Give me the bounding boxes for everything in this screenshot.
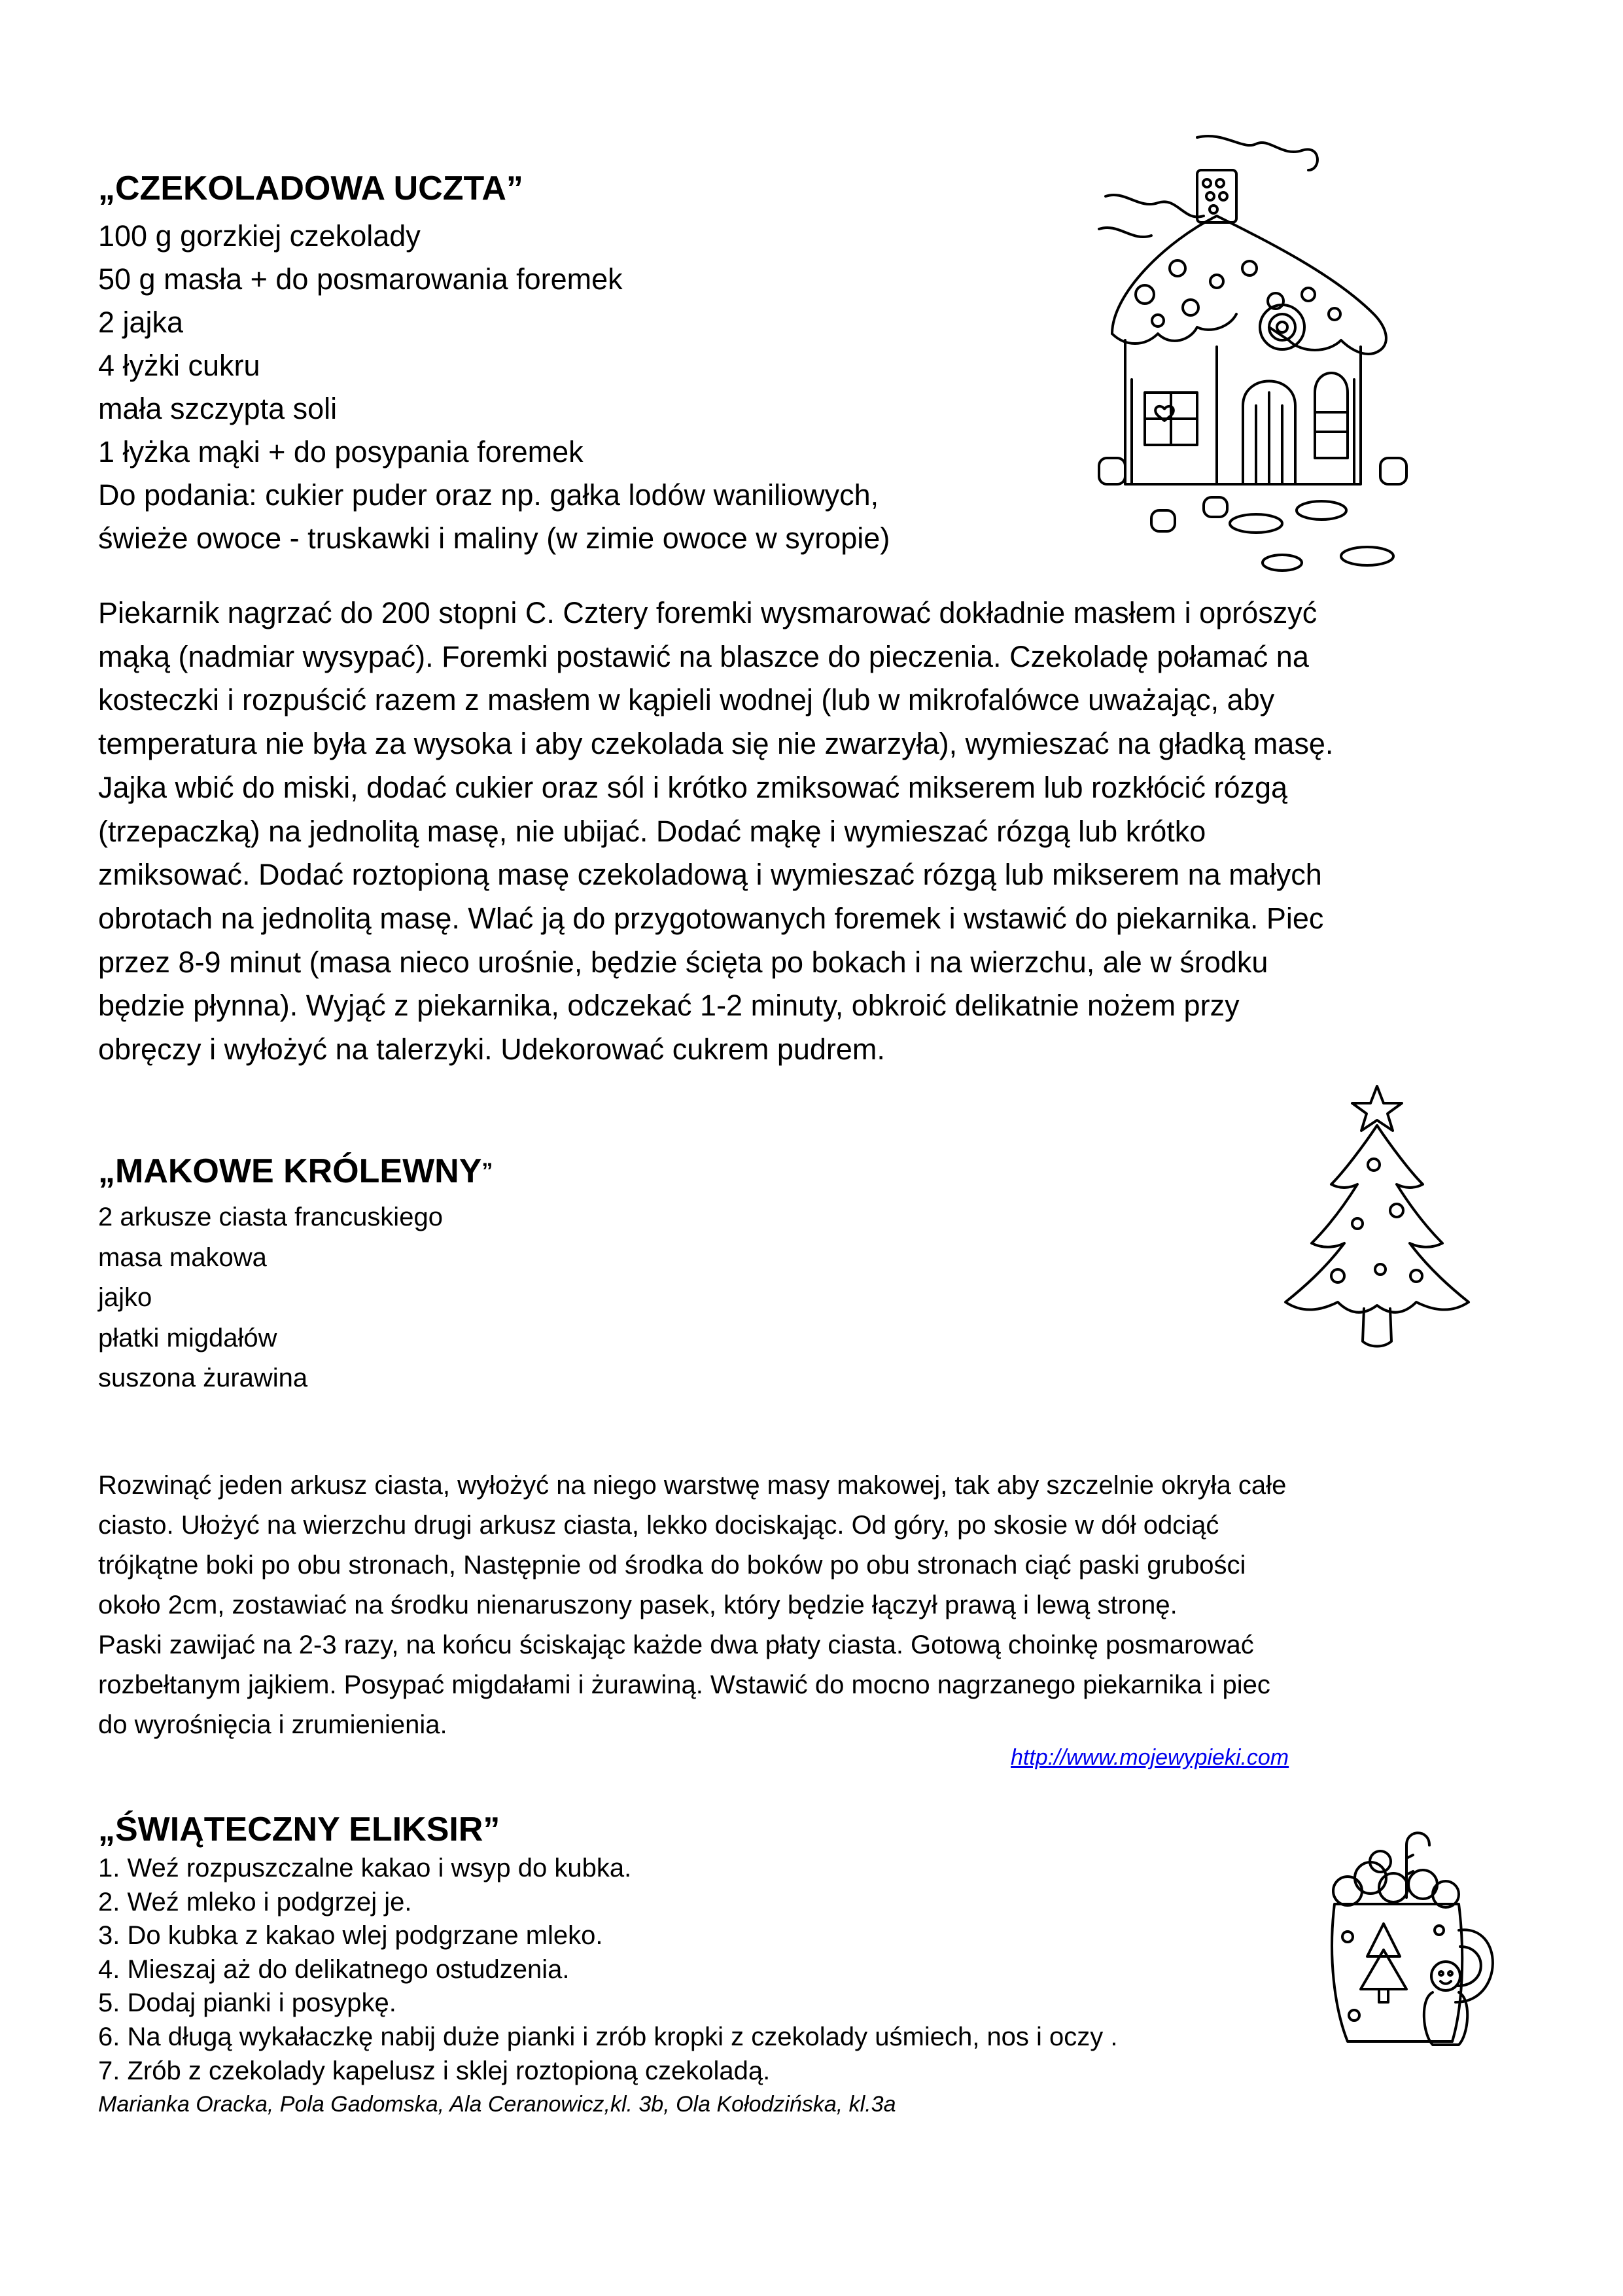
list-item: jajko xyxy=(98,1283,152,1312)
recipe2-title-main: „MAKOWE KRÓLEWNY xyxy=(98,1152,482,1190)
list-item: 3. Do kubka z kakao wlej podgrzane mleko. xyxy=(98,1921,603,1951)
list-item: masa makowa xyxy=(98,1243,267,1272)
list-item: 4. Mieszaj aż do delikatnego ostudzenia. xyxy=(98,1954,570,1984)
paragraph-line: Piekarnik nagrzać do 200 stopni C. Cztery foremki wysmarować dokładnie masłem i oprószyć xyxy=(98,596,1318,629)
list-item: 1 łyżka mąki + do posypania foremek xyxy=(98,435,584,468)
list-item: 7. Zrób z czekolady kapelusz i sklej roztopioną czekoladą. xyxy=(98,2056,771,2085)
recipe2-instructions xyxy=(98,1466,1505,1745)
source-link[interactable]: http://www.mojewypieki.com xyxy=(1011,1745,1289,1770)
paragraph-line: Jajka wbić do miski, dodać cukier oraz sól i krótko zmiksować mikserem lub rozkłócić rózgą xyxy=(98,770,1288,804)
paragraph-line: Paski zawijać na 2-3 razy, na końcu ściskając każde dwa płaty ciasta. Gotową choinkę posmarować xyxy=(98,1631,1254,1659)
paragraph-line: temperatura nie była za wysoka i aby czekolada się nie zwarzyła), wymieszać na gładką masę. xyxy=(98,727,1334,761)
hot-chocolate-mug-icon xyxy=(1308,1826,1505,2055)
list-item: mała szczypta soli xyxy=(98,392,338,425)
paragraph-line: będzie płynna). Wyjąć z piekarnika, odczekać 1-2 minuty, obkroić delikatnie nożem przy xyxy=(98,989,1240,1023)
recipe1-title: „CZEKOLADOWA UCZTA” xyxy=(98,169,523,207)
paragraph-line: do wyrośnięcia i zrumienienia. xyxy=(98,1710,447,1739)
list-item: 1. Weź rozpuszczalne kakao i wsyp do kubka. xyxy=(98,1854,632,1882)
paragraph-line: zmiksować. Dodać roztopioną masę czekoladową i wymieszać rózgą lub mikserem na małych xyxy=(98,858,1322,892)
list-item: 2. Weź mleko i podgrzej je. xyxy=(98,1887,412,1916)
list-item: 6. Na długą wykałaczkę nabij duże pianki i zrób kropki z czekolady uśmiech, nos i oczy . xyxy=(98,2022,1118,2051)
paragraph-line: przez 8-9 minut (masa nieco urośnie, będzie ścięta po bokach i na wierzchu, ale w środku xyxy=(98,945,1268,979)
paragraph-line: kosteczki i rozpuścić razem z masłem w kąpieli wodnej (lub w mikrofalówce uważając, aby xyxy=(98,683,1275,717)
list-item: 50 g masła + do posmarowania foremek xyxy=(98,262,623,296)
list-item: 100 g gorzkiej czekolady xyxy=(98,219,421,253)
recipe3-steps xyxy=(98,1852,1118,2088)
paragraph-line: mąką (nadmiar wysypać). Foremki postawić na blaszce do pieczenia. Czekoladę połamać na xyxy=(98,639,1309,673)
list-item: Do podania: cukier puder oraz np. gałka lodów waniliowych, xyxy=(98,478,879,512)
recipe2-title-quote: ” xyxy=(481,1159,493,1184)
paragraph-line: rozbełtanym jajkiem. Posypać migdałami i żurawiną. Wstawić do mocno nagrzanego piekarnika i piec xyxy=(98,1670,1270,1699)
list-item: 5. Dodaj pianki i posypkę. xyxy=(98,1988,396,2018)
list-item: świeże owoce - truskawki i maliny (w zimie owoce w syropie) xyxy=(98,521,890,555)
list-item: 2 jajka xyxy=(98,306,184,339)
recipe1-instructions xyxy=(98,592,1537,1072)
gingerbread-house-icon xyxy=(1086,131,1452,576)
recipe1-ingredients xyxy=(98,215,890,560)
paragraph-line: ciasto. Ułożyć na wierzchu drugi arkusz ciasta, lekko dociskając. Od góry, po skosie w dół odciąć xyxy=(98,1511,1219,1540)
paragraph-line: trójkątne boki po obu stronach, Następnie od środka do boków po obu stronach ciąć paski grubości xyxy=(98,1551,1246,1580)
recipe2-title xyxy=(98,1152,493,1191)
paragraph-line: Rozwinąć jeden arkusz ciasta, wyłożyć na niego warstwę masy makowej, tak aby szczelnie okryła całe xyxy=(98,1471,1287,1500)
list-item: 2 arkusze ciasta francuskiego xyxy=(98,1203,443,1231)
recipe2-ingredients xyxy=(98,1197,443,1399)
list-item: płatki migdałów xyxy=(98,1323,277,1352)
paragraph-line: obręczy i wyłożyć na talerzyki. Udekorować cukrem pudrem. xyxy=(98,1033,885,1067)
list-item: suszona żurawina xyxy=(98,1364,308,1392)
paragraph-line: obrotach na jednolitą masę. Wlać ją do przygotowanych foremek i wstawić do piekarnika. Piec xyxy=(98,901,1324,935)
paragraph-line: (trzepaczką) na jednolitą masę, nie ubijać. Dodać mąkę i wymieszać rózgą lub krótko xyxy=(98,814,1206,848)
paragraph-line: około 2cm, zostawiać na środku nienaruszony pasek, który będzie łączył prawą i lewą stronę. xyxy=(98,1591,1178,1619)
christmas-tree-icon xyxy=(1266,1080,1488,1368)
recipe3-title: „ŚWIĄTECZNY ELIKSIR” xyxy=(98,1810,500,1848)
list-item: 4 łyżki cukru xyxy=(98,349,260,382)
credits: Marianka Oracka, Pola Gadomska, Ala Ceranowicz,kl. 3b, Ola Kołodzińska, kl.3a xyxy=(98,2092,896,2117)
